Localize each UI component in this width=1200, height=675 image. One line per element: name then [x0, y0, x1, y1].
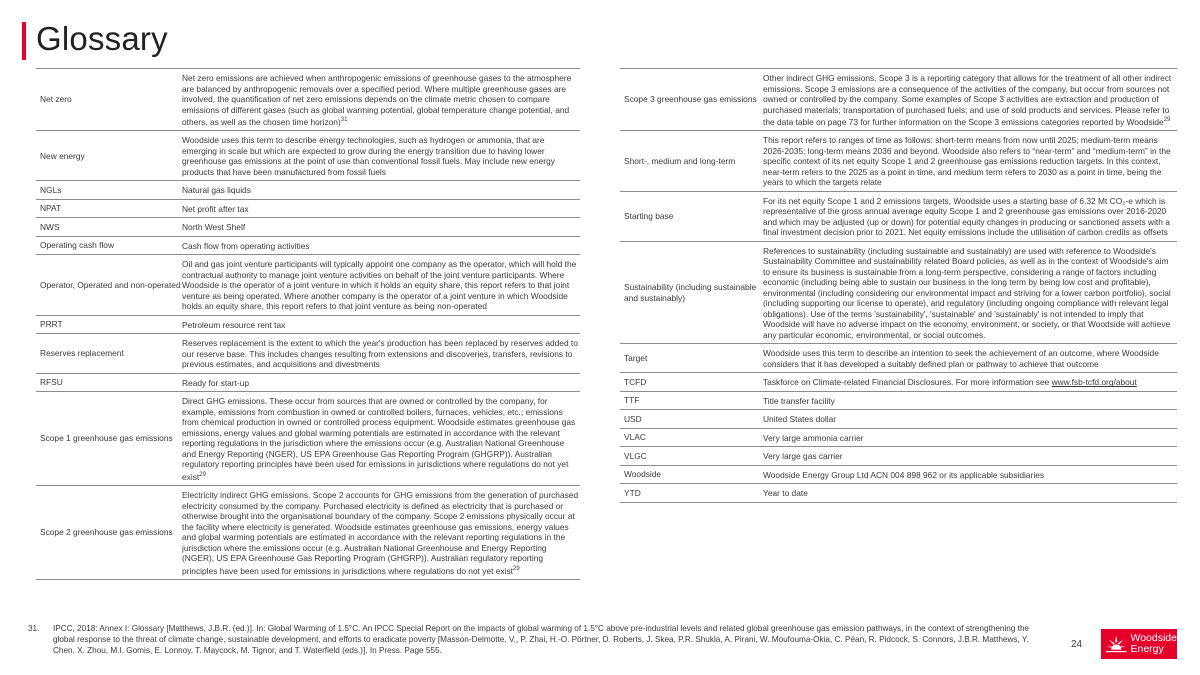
- logo-line-1: Woodside: [1130, 632, 1177, 644]
- glossary-definition: [763, 410, 1177, 428]
- glossary-definition: [763, 242, 1177, 344]
- glossary-row: [620, 409, 1177, 428]
- glossary-term: Scope 2 greenhouse gas emissions: [40, 527, 173, 538]
- glossary-definition: [182, 374, 580, 392]
- glossary-term: Target: [624, 353, 648, 364]
- definition-text: Taskforce on Climate-related Financial Disclosures. For more information see: [763, 377, 1052, 388]
- glossary-row: [620, 68, 1177, 130]
- definition-text: Electricity indirect GHG emissions. Scope 2 accounts for GHG emissions from the generation of purchased electricity consumed by the company. Purchased electricity is defined as electricity that is purchased or otherwise brought into the organisational boundary of the company. Scope 2 emissions physically occur at the facility where electricity is generated. Woodside estimates greenhouse gas emissions, energy values and global warming potentials are estimated in accordance with the relevant reporting regulations in the jurisdiction where the emissions occur (e.g. Australian National Greenhouse and Energy Reporting (NGER), US EPA Greenhouse Gas Reporting Program (GHGRP)). Australian regulatory reporting principles have been used for emissions in jurisdictions where regulations do not yet exist: [182, 490, 579, 576]
- glossary-row: [36, 236, 580, 255]
- glossary-row: [36, 315, 580, 334]
- definition-text: Year to date: [763, 488, 808, 499]
- glossary-definition: [763, 344, 1177, 372]
- definition-text: Oil and gas joint venture participants will typically appoint one company as the operator, which will hold the contractual authority to manage joint venture activities on behalf of the joint venture participants. Where Woodside is the operator of a joint venture in which it holds an equity share, this report refers to that joint venture as being operated. Where another company is the operator of a joint venture in which Woodside holds an equity share, this report refers to that joint venture as being non-operated: [182, 259, 577, 312]
- footnote-reference: 29: [513, 565, 520, 572]
- glossary-term: Reserves replacement: [40, 348, 124, 359]
- definition-text: Net profit after tax: [182, 203, 249, 214]
- glossary-term: New energy: [40, 150, 85, 161]
- glossary-term: TCFD: [624, 376, 647, 387]
- glossary-definition: [182, 218, 580, 236]
- glossary-definition: [763, 373, 1177, 391]
- glossary-row: [36, 485, 580, 580]
- glossary-term: Operating cash flow: [40, 240, 115, 251]
- glossary-left-column: [36, 68, 580, 580]
- glossary-term: PRRT: [40, 319, 63, 330]
- glossary-row: [36, 199, 580, 218]
- footnote-number: 31.: [28, 624, 40, 633]
- woodside-sun-icon: [1105, 633, 1127, 655]
- glossary-row: [620, 343, 1177, 372]
- definition-text: United States dollar: [763, 414, 837, 425]
- glossary-definition: [182, 131, 580, 180]
- footnote-reference: 29: [1163, 117, 1171, 123]
- definition-text: Woodside Energy Group Ltd ACN 004 898 962 or its applicable subsidiaries: [763, 469, 1045, 480]
- glossary-row: [36, 180, 580, 199]
- glossary-term: Scope 3 greenhouse gas emissions: [624, 94, 757, 105]
- glossary-term: Operator, Operated and non-operated: [40, 279, 181, 290]
- glossary-definition: [182, 316, 580, 334]
- glossary-definition: [763, 69, 1177, 130]
- definition-text: Reserves replacement is the extent to which the year's production has been replaced by reserves added to our reserve base. This includes changes resulting from extensions and discoveries, transfers, revisions to previous estimates, and acquisitions and divestments: [182, 338, 578, 370]
- page-number: 24: [1071, 639, 1083, 650]
- definition-text: Natural gas liquids: [182, 185, 251, 196]
- definition-text: For its net equity Scope 1 and 2 emissions targets, Woodside uses a starting base of 6.32 Mt CO₂-e which is representative of the gross annual average equity Scope 1 and 2 greenhouse gas emissions over 2016-2020 and which may be adjusted (up or down) for potential equity changes in producing or sanctioned assets with a final investment decision prior to 2021. Net equity emissions include the utilisation of carbon credits as offsets: [763, 195, 1170, 238]
- glossary-row: [620, 191, 1177, 241]
- woodside-logo: [1101, 629, 1177, 659]
- glossary-row: [620, 130, 1177, 191]
- definition-text: Woodside uses this term to describe energy technologies, such as hydrogen or ammonia, that are emerging in scale but which are expected to grow during the energy transition due to having lower greenhouse gas emissions at the point of use than conventional fossil fuels. May include new energy products that have been manufactured from fossil fuels: [182, 135, 555, 177]
- glossary-term: RFSU: [40, 377, 63, 388]
- definition-text: Direct GHG emissions. These occur from sources that are owned or controlled by the company, for example, emissions from combustion in owned or controlled boilers, furnaces, vehicles, etc.; emissions from chemical production in owned or controlled process equipment. Woodside estimates greenhouse gas emissions, energy values and global warming potentials are estimated in accordance with the relevant reporting regulations in the jurisdiction where the emissions occur (e.g. Australian National Greenhouse and Energy Reporting (NGER), US EPA Greenhouse Gas Reporting Program (GHGRP)). Australian regulatory reporting principles have been used for emissions in jurisdictions where regulations do not yet exist: [182, 396, 576, 482]
- glossary-row: [620, 391, 1177, 410]
- glossary-definition: [182, 255, 580, 315]
- glossary-row: [620, 241, 1177, 344]
- glossary-term: Scope 1 greenhouse gas emissions: [40, 433, 173, 444]
- glossary-row: [36, 333, 580, 373]
- glossary-term: TTF: [624, 395, 640, 406]
- glossary-definition: [182, 237, 580, 255]
- definition-text: Very large ammonia carrier: [763, 432, 864, 443]
- glossary-term: NGLs: [40, 184, 62, 195]
- glossary-definition: [763, 484, 1177, 502]
- glossary-term: Woodside: [624, 469, 662, 480]
- glossary-row: [620, 372, 1177, 391]
- glossary-term: NWS: [40, 221, 60, 232]
- glossary-row: [620, 428, 1177, 447]
- tcfd-link[interactable]: www.fsb-tcfd.org/about: [1051, 377, 1137, 388]
- definition-text: North West Shelf: [182, 222, 246, 233]
- logo-line-2: Energy: [1130, 643, 1164, 655]
- definition-text: Other indirect GHG emissions. Scope 3 is a reporting category that allows for the treatment of all other indirect emissions. Scope 3 emissions are a consequence of the activities of the company, but occur from sources not owned or controlled by the company. Some examples of Scope 3 activities are extraction and production of purchased materials; transportation of purchased fuels; and use of sold products and services. Please refer to the data table on page 73 for further information on the Scope 3 emissions categories reported by Woodside: [763, 73, 1172, 127]
- definition-text: Very large gas carrier: [763, 451, 843, 462]
- glossary-term: Starting base: [624, 211, 674, 222]
- footnote-text: IPCC, 2018: Annex I: Glossary [Matthews, J.B.R. (ed.)]. In: Global Warming of 1.5°C. An IPCC Special Report on the impacts of global warming of 1.5°C above pre-industrial levels and related global greenhouse gas emission pathways, in the context of strengthening the global response to the threat of climate change, sustainable development, and efforts to eradicate poverty [Masson-Delmotte, V., P. Zhai, H.-O. Pörtner, D. Roberts, J. Skea, P.R. Shukla, A. Pirani, W. Moufouma-Okia, C. Péan, R. Pidcock, S. Connors, J.B.R. Matthews, Y. Chen, X. Zhou, M.I. Gomis, E. Lonnoy, T. Maycock, M. Tignor, and T. Waterfield (eds.)]. In Press. Page 555.: [53, 624, 1030, 655]
- glossary-definition: [182, 181, 580, 199]
- page-title: Glossary: [36, 20, 168, 57]
- glossary-row: [620, 483, 1177, 503]
- glossary-definition: [182, 392, 580, 485]
- glossary-term: Short-, medium and long-term: [624, 155, 736, 166]
- glossary-row: [620, 446, 1177, 465]
- definition-text: This report refers to ranges of time as follows: short-term means from now until 2025; medium-term means 2026-2035; long-term means 2036 and beyond. Woodside also refers to “near-term” and “medium-term” in the specific context of its net equity Scope 1 and 2 greenhouse gas emissions reduction targets. In this context, near-term refers to the 2025 as a point in time, and medium term refers to 2030 as a point in time, being the years to which the targets relate: [763, 135, 1171, 188]
- glossary-definition: [763, 192, 1177, 241]
- definition-text: Ready for start-up: [182, 377, 250, 388]
- title-accent-bar: [22, 22, 26, 60]
- definition-text: References to sustainability (including sustainable and sustainably) are used with reference to Woodside's Sustainability Committee and sustainability related Board policies, as well as in the context of Woodside's aim to ensure its business is sustainable from a long-term perspective, considering a range of factors including economic (including being able to sustain our business in the long term by being low cost and profitable), environmental (including considering our environmental impact and striving for a lower carbon portfolio), social (including supporting our license to operate), and regulatory (including ongoing compliance with relevant legal obligations). Use of the terms 'sustainability', 'sustainable' and 'sustainably' is not intended to imply that Woodside will have no adverse impact on the economy, environment, or society, or that Woodside will achieve any particular economic, environmental, or social outcomes.: [763, 245, 1171, 340]
- definition-text: Petroleum resource rent tax: [182, 319, 286, 330]
- glossary-term: YTD: [624, 487, 641, 498]
- glossary-definition: [763, 429, 1177, 447]
- glossary-definition: [182, 200, 580, 218]
- glossary-term: NPAT: [40, 203, 62, 214]
- glossary-row: [36, 68, 580, 130]
- glossary-definition: [182, 69, 580, 130]
- glossary-row: [36, 217, 580, 236]
- glossary-definition: [763, 392, 1177, 410]
- footnote-reference: 31: [340, 117, 348, 123]
- glossary-term: Sustainability (including sustainable and sustainably): [624, 282, 757, 303]
- glossary-term: VLAC: [624, 432, 646, 443]
- glossary-row: [36, 130, 580, 180]
- glossary-definition: [182, 334, 580, 373]
- glossary-row: [36, 254, 580, 315]
- glossary-right-column: [620, 68, 1177, 503]
- definition-text: Woodside uses this term to describe an intention to seek the achievement of an outcome, where Woodside considers that it has developed a suitably defined plan or pathway to achieve that outcome: [763, 348, 1159, 369]
- glossary-term: Net zero: [40, 94, 72, 105]
- glossary-row: [620, 465, 1177, 484]
- glossary-definition: [763, 447, 1177, 465]
- glossary-definition: [763, 131, 1177, 191]
- definition-text: Cash flow from operating activities: [182, 240, 310, 251]
- logo-wordmark: [1130, 633, 1177, 655]
- glossary-row: [36, 391, 580, 485]
- glossary-definition: [182, 486, 580, 579]
- footnote-reference: 29: [199, 471, 206, 478]
- glossary-row: [36, 373, 580, 392]
- glossary-definition: [763, 466, 1177, 484]
- glossary-term: USD: [624, 413, 642, 424]
- definition-text: Title transfer facility: [763, 395, 835, 406]
- definition-text: Net zero emissions are achieved when anthropogenic emissions of greenhouse gases to the atmosphere are balanced by anthropogenic removals over a specified period. Where multiple greenhouse gases are involved, the quantification of net zero emissions depends on the climate metric chosen to compare emissions of different gases (such as global warming potential, global temperature change potential, and others, as well as the chosen time horizon): [182, 73, 572, 127]
- glossary-term: VLGC: [624, 450, 647, 461]
- footnote: [28, 624, 1038, 656]
